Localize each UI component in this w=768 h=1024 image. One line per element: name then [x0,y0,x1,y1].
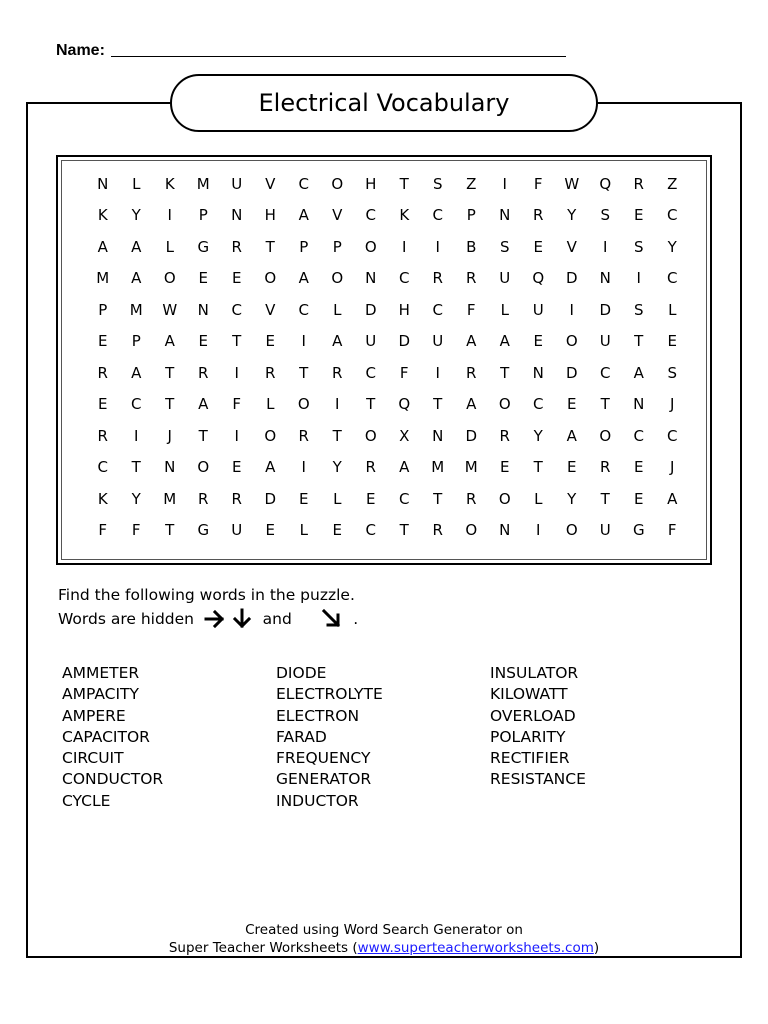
grid-letter[interactable]: I [301,458,306,477]
grid-letter[interactable]: A [198,395,209,414]
grid-letter[interactable]: E [533,237,543,256]
grid-letter[interactable]: R [332,363,343,382]
grid-letter[interactable]: E [265,521,275,540]
grid-letter[interactable]: Q [599,174,612,193]
word-list-item: POLARITY [490,727,566,746]
grid-letter[interactable]: D [264,489,277,508]
grid-letter[interactable]: W [162,300,178,319]
title-banner [170,74,598,132]
grid-letter[interactable]: R [298,426,309,445]
grid-letter[interactable]: N [164,458,176,477]
grid-letter[interactable]: C [399,489,410,508]
grid-letter[interactable]: I [502,174,507,193]
grid-letter[interactable]: R [97,363,108,382]
grid-letter[interactable]: E [232,269,242,288]
grid-letter[interactable]: I [435,237,440,256]
grid-letter[interactable]: P [466,206,476,225]
grid-letter[interactable]: T [533,458,543,477]
grid-letter[interactable]: E [634,489,644,508]
grid-letter[interactable]: T [399,521,409,540]
grid-letter[interactable]: U [231,521,243,540]
grid-letter[interactable]: S [633,237,644,256]
footer-link[interactable]: www.superteacherworksheets.com [357,940,594,956]
grid-letter[interactable]: V [265,300,276,319]
grid-letter[interactable]: R [198,363,209,382]
grid-letter[interactable]: C [432,206,443,225]
grid-letter[interactable]: R [466,489,477,508]
grid-letter[interactable]: P [332,237,342,256]
grid-letter[interactable]: C [298,300,309,319]
grid-letter[interactable]: D [565,269,578,288]
grid-letter[interactable]: I [234,426,239,445]
grid-letter[interactable]: O [297,395,310,414]
grid-letter[interactable]: C [533,395,544,414]
grid-letter[interactable]: O [264,426,277,445]
grid-letter[interactable]: V [566,237,577,256]
grid-letter[interactable]: E [567,395,577,414]
instructions-end: . [353,610,359,628]
grid-letter[interactable]: O [163,269,176,288]
name-field-row [56,38,566,60]
grid-letter[interactable]: H [398,300,410,319]
grid-letter[interactable]: L [668,300,677,319]
grid-letter[interactable]: L [333,489,342,508]
arrow-right-icon [204,608,226,630]
grid-letter[interactable]: M [196,174,210,193]
word-list-column-2 [276,663,383,812]
grid-letter[interactable]: T [131,458,141,477]
word-list-item: KILOWATT [490,685,568,704]
footer-source: Super Teacher Worksheets (www.superteacherworksheets.com) [168,940,600,956]
grid-letter[interactable]: S [633,300,644,319]
word-list-column-3 [490,663,586,791]
word-list-item: CAPACITOR [62,727,150,746]
word-list-item: GENERATOR [276,770,372,789]
grid-letter[interactable]: I [402,237,407,256]
grid-letter[interactable]: K [399,206,410,225]
grid-letter[interactable]: T [165,521,175,540]
page-title: Electrical Vocabulary [258,89,510,117]
grid-letter[interactable]: O [599,426,612,445]
instructions-line-2 [58,608,358,630]
grid-letter[interactable]: A [131,237,142,256]
word-list-item: OVERLOAD [490,706,576,725]
name-label: Name: [56,42,105,59]
grid-letter[interactable]: E [500,458,510,477]
grid-letter[interactable]: C [97,458,108,477]
grid-letter[interactable]: I [167,206,172,225]
grid-letter[interactable]: T [165,363,175,382]
grid-letter[interactable]: N [231,206,243,225]
grid-letter[interactable]: C [231,300,242,319]
grid-letter[interactable]: A [332,332,343,351]
word-list-item: AMMETER [62,664,140,682]
grid-letter[interactable]: L [266,395,275,414]
word-list-item: AMPERE [62,706,126,725]
grid-letter[interactable]: C [298,174,309,193]
grid-letter[interactable]: E [232,458,242,477]
grid-letter[interactable]: G [197,237,210,256]
grid-letter[interactable]: J [670,395,675,414]
grid-letter[interactable]: E [332,521,342,540]
word-list-item: DIODE [276,664,327,682]
grid-letter[interactable]: E [98,332,108,351]
grid-letter[interactable]: N [499,206,511,225]
grid-letter[interactable]: B [466,237,477,256]
word-list-item: ELECTROLYTE [276,685,383,704]
grid-letter[interactable]: I [435,363,440,382]
grid-letter[interactable]: R [600,458,611,477]
grid-letter[interactable]: C [600,363,611,382]
arrow-down-icon [231,608,253,630]
grid-letter[interactable]: Q [532,269,545,288]
grid-letter[interactable]: O [565,521,578,540]
grid-letter[interactable]: D [565,363,578,382]
grid-letter[interactable]: P [131,332,141,351]
grid-letter[interactable]: L [299,521,308,540]
grid-letter[interactable]: S [600,206,611,225]
grid-letter[interactable]: P [198,206,208,225]
grid-letter[interactable]: E [533,332,543,351]
grid-letter[interactable]: C [667,206,678,225]
word-list-item: ELECTRON [276,706,360,725]
grid-letter[interactable]: U [499,269,511,288]
grid-letter[interactable]: C [667,269,678,288]
grid-letter[interactable]: D [465,426,478,445]
grid-letter[interactable]: E [299,489,309,508]
grid-letter[interactable]: A [131,363,142,382]
grid-letter[interactable]: Q [398,395,411,414]
grid-letter[interactable]: H [365,174,377,193]
grid-letter[interactable]: E [366,489,376,508]
grid-letter[interactable]: R [198,489,209,508]
grid-letter[interactable]: L [534,489,543,508]
instructions-prefix: Words are hidden [58,610,195,628]
grid-letter[interactable]: S [432,174,443,193]
grid-letter[interactable]: S [499,237,510,256]
footer-credit: Created using Word Search Generator on [245,922,523,938]
grid-letter[interactable]: U [532,300,544,319]
grid-letter[interactable]: T [332,426,342,445]
grid-letter[interactable]: I [301,332,306,351]
grid-letter[interactable]: Y [131,206,141,225]
grid-letter[interactable]: X [399,426,410,445]
grid-letter[interactable]: T [265,237,275,256]
grid-letter[interactable]: N [197,300,209,319]
grid-letter[interactable]: L [500,300,509,319]
grid-letter[interactable]: G [632,521,645,540]
grid-letter[interactable]: E [567,458,577,477]
grid-letter[interactable]: M [96,269,110,288]
grid-letter[interactable]: D [599,300,612,319]
word-list-item: FREQUENCY [276,749,371,768]
grid-letter[interactable]: E [265,332,275,351]
grid-letter[interactable]: R [466,363,477,382]
grid-letter[interactable]: O [498,395,511,414]
grid-letter[interactable]: R [231,237,242,256]
grid-letter[interactable]: Z [667,174,678,193]
grid-letter[interactable]: I [134,426,139,445]
grid-letter[interactable]: U [599,521,611,540]
grid-letter[interactable]: A [97,237,108,256]
grid-letter[interactable]: N [365,269,377,288]
grid-letter[interactable]: R [265,363,276,382]
grid-letter[interactable]: F [667,521,677,540]
grid-letter[interactable]: I [335,395,340,414]
grid-letter[interactable]: C [365,521,376,540]
word-list-column-1 [62,663,163,812]
grid-letter[interactable]: T [232,332,242,351]
grid-letter[interactable]: A [399,458,410,477]
grid-letter[interactable]: C [365,206,376,225]
word-list-item: FARAD [276,727,327,746]
word-list-item: AMPACITY [62,685,139,704]
grid-letter[interactable]: A [131,269,142,288]
grid-letter[interactable]: Y [667,237,677,256]
grid-letter[interactable]: O [465,521,478,540]
grid-letter[interactable]: L [165,237,174,256]
grid-letter[interactable]: R [466,269,477,288]
grid-letter[interactable]: O [331,174,344,193]
grid-letter[interactable]: T [399,174,409,193]
grid-letter[interactable]: L [132,174,141,193]
grid-letter[interactable]: A [466,395,477,414]
grid-letter[interactable]: P [98,300,108,319]
grid-letter[interactable]: Z [466,174,477,193]
grid-letter[interactable]: N [499,521,511,540]
grid-letter[interactable]: F [399,363,409,382]
grid-letter[interactable]: Y [533,426,543,445]
grid-letter[interactable]: D [398,332,411,351]
grid-letter[interactable]: M [163,489,177,508]
grid-letter[interactable]: W [564,174,580,193]
grid-letter[interactable]: E [634,458,644,477]
grid-letter[interactable]: V [265,174,276,193]
word-list-item: RESISTANCE [490,770,586,789]
name-line[interactable] [111,42,566,57]
grid-letter[interactable]: T [433,489,443,508]
grid-letter[interactable]: N [633,395,645,414]
grid-letter[interactable]: A [265,458,276,477]
grid-letter[interactable]: I [603,237,608,256]
grid-letter[interactable]: R [432,269,443,288]
grid-letter[interactable]: T [198,426,208,445]
grid-letter[interactable]: U [432,332,444,351]
grid-letter[interactable]: C [667,426,678,445]
grid-letter[interactable]: A [667,489,678,508]
grid-letter[interactable]: I [234,363,239,382]
grid-letter[interactable]: M [431,458,445,477]
grid-letter[interactable]: A [298,269,309,288]
grid-letter[interactable]: C [432,300,443,319]
grid-letter[interactable]: O [364,237,377,256]
grid-letter[interactable]: O [498,489,511,508]
word-list-item: CYCLE [62,791,111,810]
grid-letter[interactable]: R [365,458,376,477]
grid-letter[interactable]: A [566,426,577,445]
instructions-line-1: Find the following words in the puzzle. [58,586,355,604]
grid-letter[interactable]: O [331,269,344,288]
grid-letter[interactable]: R [231,489,242,508]
word-list-item: INDUCTOR [276,791,359,810]
grid-letter[interactable]: T [366,395,376,414]
grid-letter[interactable]: E [634,206,644,225]
word-list-item: RECTIFIER [490,749,570,768]
grid-letter[interactable]: A [164,332,175,351]
grid-letter[interactable]: K [97,206,108,225]
grid-letter[interactable]: F [98,521,108,540]
grid-letter[interactable]: O [565,332,578,351]
grid-letter[interactable]: A [298,206,309,225]
grid-letter[interactable]: L [333,300,342,319]
grid-letter[interactable]: R [499,426,510,445]
grid-letter[interactable]: R [97,426,108,445]
grid-letter[interactable]: E [667,332,677,351]
grid-letter[interactable]: E [198,269,208,288]
grid-letter[interactable]: T [600,395,610,414]
grid-letter[interactable]: T [299,363,309,382]
grid-letter[interactable]: F [131,521,141,540]
grid-letter[interactable]: C [633,426,644,445]
grid-letter[interactable]: F [466,300,476,319]
grid-letter[interactable]: I [636,269,641,288]
grid-letter[interactable]: Y [567,489,577,508]
grid-letter[interactable]: G [197,521,210,540]
grid-letter[interactable]: C [131,395,142,414]
grid-letter[interactable]: V [332,206,343,225]
grid-letter[interactable]: H [264,206,276,225]
grid-letter[interactable]: J [167,426,172,445]
grid-letter[interactable]: I [569,300,574,319]
grid-letter[interactable]: A [466,332,477,351]
grid-letter[interactable]: K [164,174,175,193]
grid-letter[interactable]: N [532,363,544,382]
grid-letter[interactable]: T [600,489,610,508]
grid-letter[interactable]: U [231,174,243,193]
grid-letter[interactable]: N [432,426,444,445]
grid-letter[interactable]: T [634,332,644,351]
grid-letter[interactable]: J [670,458,675,477]
word-list-item: CONDUCTOR [62,770,164,789]
grid-letter[interactable]: M [129,300,143,319]
grid-letter[interactable]: F [232,395,242,414]
grid-letter[interactable]: A [499,332,510,351]
grid-letter[interactable]: E [198,332,208,351]
grid-letter[interactable]: E [98,395,108,414]
grid-letter[interactable]: Y [567,206,577,225]
grid-letter[interactable]: Y [131,489,141,508]
grid-letter[interactable]: M [464,458,478,477]
word-list-item: INSULATOR [490,664,579,682]
grid-letter[interactable]: T [500,363,510,382]
grid-letter[interactable]: D [364,300,377,319]
grid-letter[interactable]: U [599,332,611,351]
grid-letter[interactable]: K [97,489,108,508]
grid-letter[interactable]: U [365,332,377,351]
grid-letter[interactable]: O [364,426,377,445]
grid-letter[interactable]: R [633,174,644,193]
grid-letter[interactable]: S [667,363,678,382]
grid-letter[interactable]: O [264,269,277,288]
grid-letter[interactable]: C [365,363,376,382]
grid-letter[interactable]: N [599,269,611,288]
word-list-item: CIRCUIT [62,749,124,768]
grid-letter[interactable]: Y [332,458,342,477]
instructions-and: and [262,610,292,628]
grid-letter[interactable]: T [165,395,175,414]
grid-letter[interactable]: I [536,521,541,540]
grid-letter[interactable]: N [97,174,109,193]
grid-letter[interactable]: R [533,206,544,225]
grid-letter[interactable]: R [432,521,443,540]
grid-letter[interactable]: T [433,395,443,414]
grid-letter[interactable]: O [197,458,210,477]
arrow-down-right-icon [321,608,343,630]
grid-letter[interactable]: A [633,363,644,382]
grid-letter[interactable]: F [533,174,543,193]
grid-letter[interactable]: C [399,269,410,288]
grid-letter[interactable]: P [299,237,309,256]
word-search-grid [86,168,690,546]
